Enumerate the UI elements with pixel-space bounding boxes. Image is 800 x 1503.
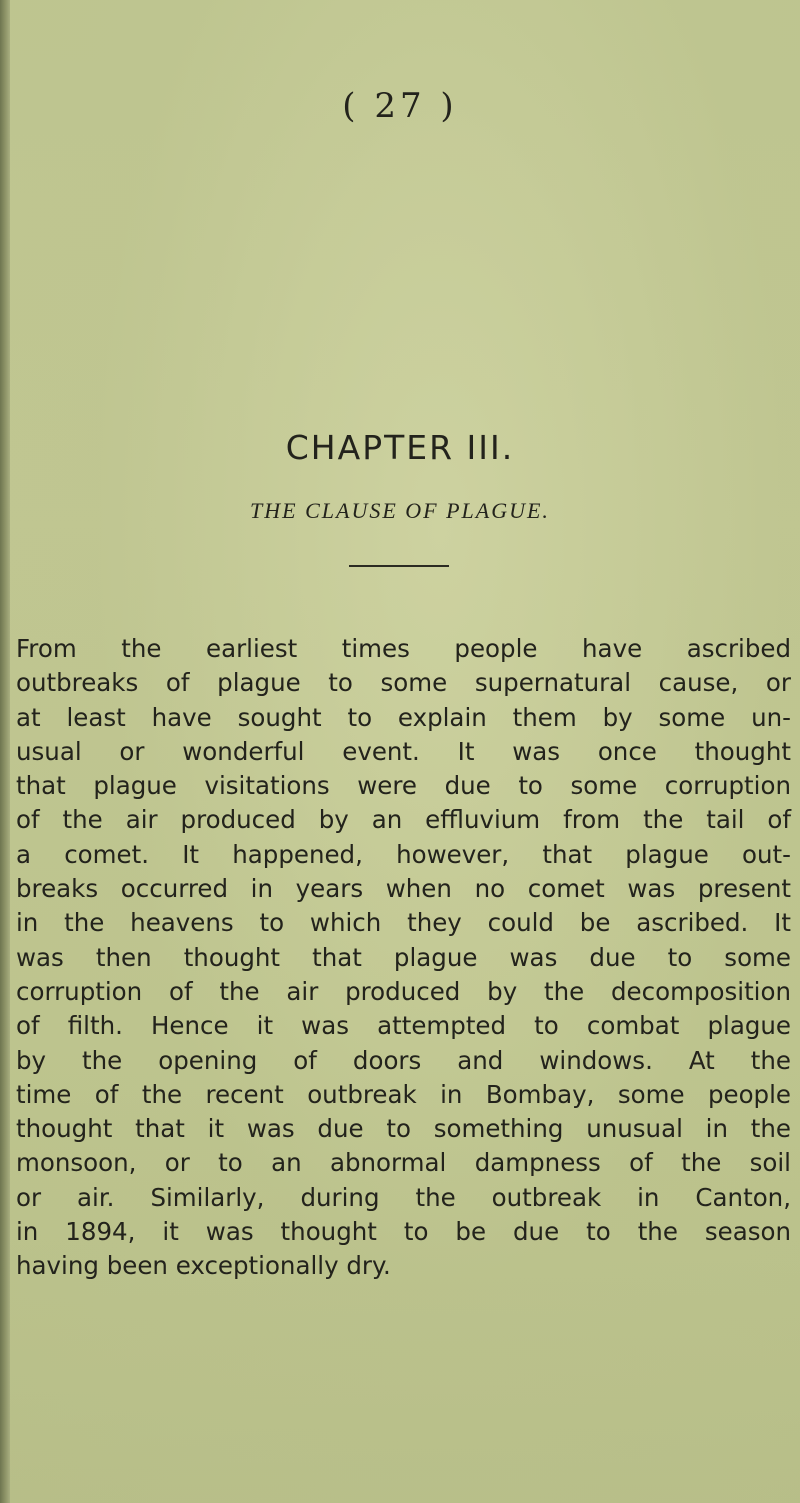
text-line: in the heavens to which they could be ascribed. It <box>16 908 791 938</box>
text-line: thought that it was due to something unusual in the <box>16 1114 791 1144</box>
text-line: corruption of the air produced by the decomposition <box>16 976 791 1006</box>
text-line: outbreaks of plague to some supernatural cause, or <box>16 668 791 698</box>
page-binding-edge <box>0 0 10 1503</box>
text-line: breaks occurred in years when no comet was present <box>16 874 791 904</box>
text-line: time of the recent outbreak in Bombay, some people <box>16 1079 791 1109</box>
chapter-title: CHAPTER III. <box>285 428 515 467</box>
section-divider <box>349 565 449 567</box>
text-line: of filth. Hence it was attempted to combat plague <box>16 1011 791 1041</box>
text-line: From the earliest times people have ascribed <box>16 634 791 663</box>
text-line: in 1894, it was thought to be due to the season <box>16 1217 791 1247</box>
text-line: a comet. It happened, however, that plague out- <box>16 839 791 869</box>
text-line: of the air produced by an effluvium from the tail of <box>16 805 791 835</box>
chapter-subtitle: THE CLAUSE OF PLAGUE. <box>250 498 550 523</box>
text-line: by the opening of doors and windows. At the <box>16 1045 791 1075</box>
text-line: or air. Similarly, during the outbreak in Canton, <box>16 1182 791 1212</box>
text-line: usual or wonderful event. It was once thought <box>16 736 791 766</box>
text-line: having been exceptionally dry. <box>16 1251 391 1281</box>
text-line: that plague visitations were due to some corruption <box>16 771 791 801</box>
text-line: at least have sought to explain them by some un- <box>16 702 791 732</box>
text-line: was then thought that plague was due to some <box>16 942 791 972</box>
body-paragraph <box>16 632 791 1284</box>
page-number: ( 27 ) <box>342 86 458 126</box>
text-line: monsoon, or to an abnormal dampness of the soil <box>16 1148 791 1178</box>
